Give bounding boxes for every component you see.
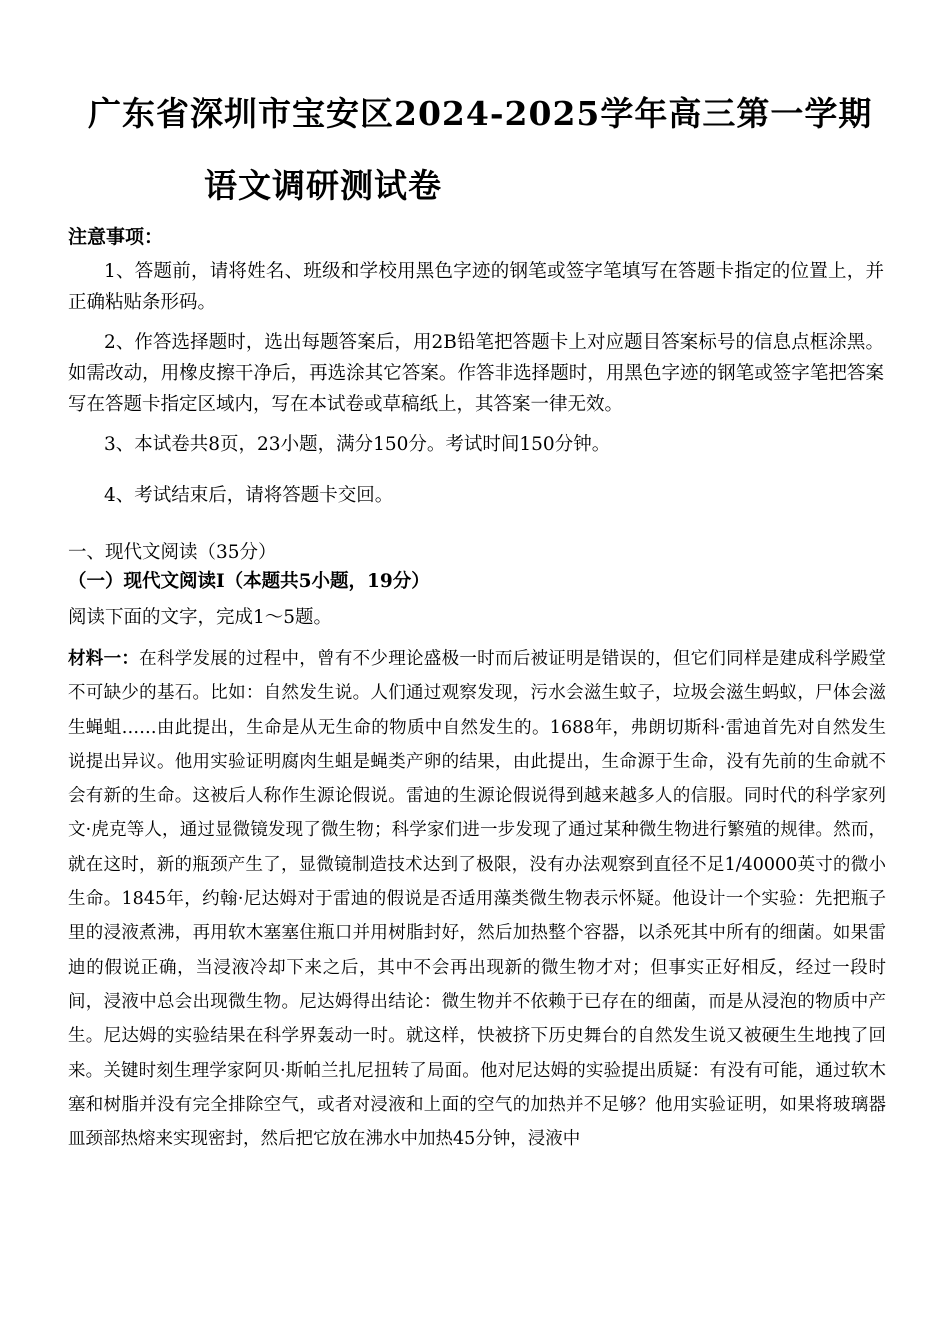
material-text: 在科学发展的过程中，曾有不少理论盛极一时而后被证明是错误的，但它们同样是建成科学殿堂不可缺少的基石。比如：自然发生说。人们通过观察发现，污水会滋生蚊子，垃圾会滋生蚂蚁，尸体会滋生蝇蛆……由此提出，生命是从无生命的物质中自然发生的。1688年，弗朗切斯科·雷迪首先对自然发生说提出异议。他用实验证明腐肉生蛆是蝇类产卵的结果，由此提出，生命源于生命，没有先前的生命就不会有新的生命。这被后人称作生源论假说。雷迪的生源论假说得到越来越多人的信服。同时代的科学家列文·虎克等人，通过显微镜发现了微生物；科学家们进一步发现了通过某种微生物进行繁殖的规律。然而，就在这时，新的瓶颈产生了，显微镜制造技术达到了极限，没有办法观察到直径不足1/40000英寸的微小生命。1845年，约翰·尼达姆对于雷迪的假说是否适用藻类微生物表示怀疑。他设计一个实验：先把瓶子里的浸液煮沸，再用软木塞塞住瓶口并用树脂封好，然后加热整个容器，以杀死其中所有的细菌。如果雷迪的假说正确，当浸液冷却下来之后，其中不会再出现新的微生物才对；但事实正好相反，经过一段时间，浸液中总会出现微生物。尼达姆得出结论：微生物并不依赖于已存在的细菌，而是从浸泡的物质中产生。尼达姆的实验结果在科学界轰动一时。就这样，快被挤下历史舞台的自然发生说又被硬生生地拽了回来。关键时刻生理学家阿贝·斯帕兰扎尼扭转了局面。他对尼达姆的实验提出质疑：有没有可能，通过软木塞和树脂并没有完全排除空气，或者对浸液和上面的空气的加热并不足够？他用实验证明，如果将玻璃器皿颈部热熔来实现密封，然后把它放在沸水中加热45分钟，浸液中 [68, 649, 886, 1150]
notice-heading: 注意事项： [68, 226, 164, 248]
material-one-paragraph [68, 642, 886, 1156]
reading-instruction: 阅读下面的文字，完成1～5题。 [68, 607, 333, 628]
notice-item-4: 4、考试结束后，请将答题卡交回。 [104, 485, 394, 506]
exam-title-line2: 语文调研测试卷 [204, 166, 442, 205]
subsection-title: （一）现代文阅读Ⅰ（本题共5小题，19分） [68, 571, 430, 592]
notice-list [68, 256, 884, 511]
exam-title-line1: 广东省深圳市宝安区2024-2025学年高三第一学期 [88, 94, 873, 133]
material-label: 材料一： [68, 649, 140, 669]
section-title: 一、现代文阅读（35分） [68, 542, 277, 563]
notice-item-1: 1、答题前，请将姓名、班级和学校用黑色字迹的钢笔或签字笔填写在答题卡指定的位置上，并正确粘贴条形码。 [68, 261, 884, 313]
notice-item-2: 2、作答选择题时，选出每题答案后，用2B铅笔把答题卡上对应题目答案标号的信息点框涂黑。如需改动，用橡皮擦干净后，再选涂其它答案。作答非选择题时，用黑色字迹的钢笔或签字笔把答案写在答题卡指定区域内，写在本试卷或草稿纸上，其答案一律无效。 [68, 332, 884, 415]
notice-item-3: 3、本试卷共8页，23小题，满分150分。考试时间150分钟。 [104, 434, 611, 455]
